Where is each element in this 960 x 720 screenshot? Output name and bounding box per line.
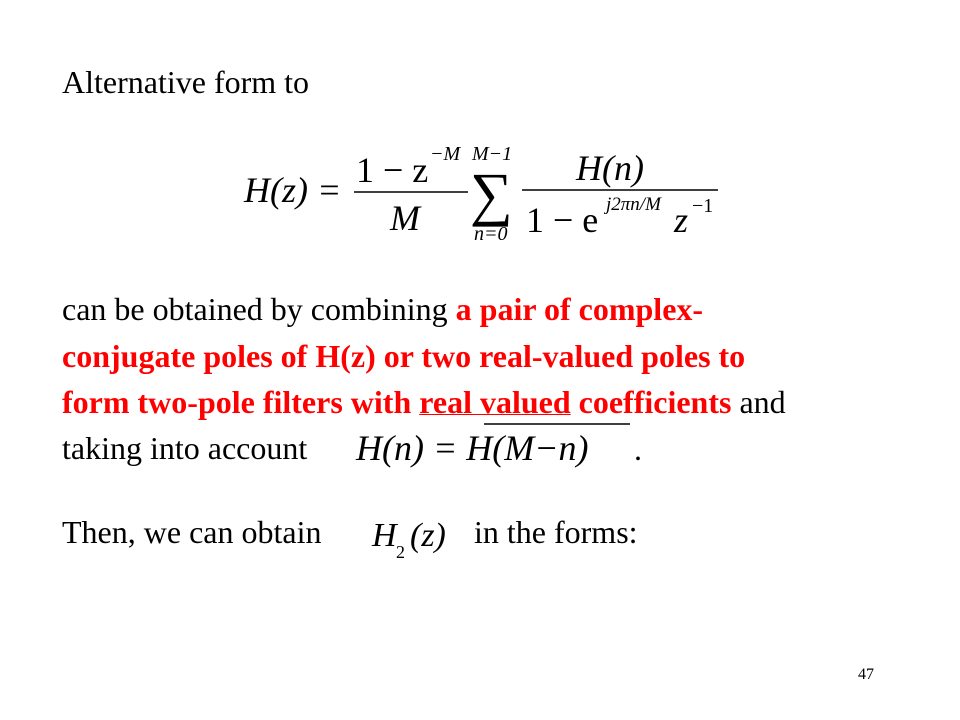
paragraph-line-4-text: taking into account [62,430,308,466]
symmetry-formula [352,414,642,470]
h2-argument: (z) [410,517,446,554]
then-line-after: in the forms: [474,514,638,550]
formula-term-denominator-exp: j2πn/M [606,194,661,215]
then-line-before: Then, we can obtain [62,514,322,550]
paragraph-line-2: conjugate poles of H(z) or two real-valued poles to [62,338,746,374]
paragraph-line-1 [62,293,703,325]
formula-lhs: H(z) = [244,170,342,210]
highlight-two-pole-filters: form two-pole filters with [62,384,420,420]
highlight-coefficients: coefficients [570,384,732,420]
h2-base: H [372,517,397,554]
formula-term-denominator-b-exp: −1 [692,195,714,217]
formula-term-denominator-b: z [674,200,689,240]
symmetry-formula-text: H(n) = H(M−n) [356,428,589,468]
paragraph-line-4 [62,432,307,464]
transfer-function-formula [240,140,730,250]
formula-sum-lower: n=0 [474,223,508,245]
formula-sum-upper: M−1 [472,143,513,165]
formula-numerator: 1 − z [356,150,429,190]
h2-subscript: 2 [396,542,405,562]
symmetry-formula-period: . [634,431,642,467]
formula-numerator-exponent: −M [430,143,461,165]
highlight-complex-conjugate: a pair of complex- [455,291,704,327]
formula-term-denominator-a: 1 − e [526,200,599,240]
formula-term-numerator: H(n) [576,148,644,188]
paragraph-line-1-text: can be obtained by combining [62,291,456,327]
underlined-real-valued: real valued [419,384,571,420]
paragraph-and: and [731,384,786,420]
formula-denominator: M [390,198,420,238]
sigma-icon: ∑ [470,161,513,227]
slide-heading: Alternative form to [62,64,310,100]
page-number: 47 [858,666,874,683]
h2-symbol [368,508,468,564]
